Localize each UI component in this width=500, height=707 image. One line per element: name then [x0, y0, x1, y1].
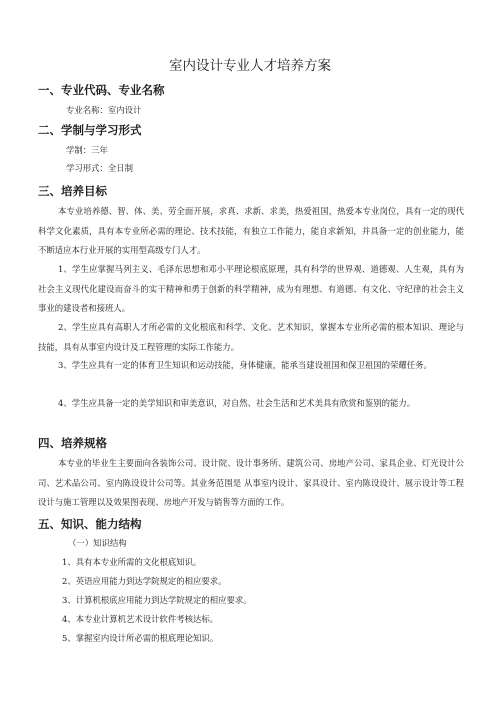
goal-intro-paragraph: 本专业培养德、智、体、美、劳全面开展，求真、求新、求美，热爱祖国，热爱本专业岗位，具有一定的现代科学文化素质，具有本专业所必需的理论、技术技能，有独立工作能力，能自求新知，并具备一定的创业能力，能不断适应本行业开展的实用型高级专门人才。: [38, 206, 464, 256]
goal-item-3: 3、学生应具有一定的体育卫生知识和运动技能，身体健康，能承当建设祖国和保卫祖国的荣耀任务。: [58, 360, 432, 370]
section-heading-4: 四、培养规格: [38, 436, 107, 450]
knowledge-subheading: （一）知识结构: [68, 538, 127, 548]
goal-item-2: 2、学生应具有高职人才所必需的文化根底和科学、文化、艺术知识，掌握本专业所必需的根本知识、理论与技能，具有从事室内设计及工程管理的实际工作能力。: [38, 322, 464, 352]
knowledge-item-5: 5、掌握室内设计所必需的根底理论知识。: [62, 633, 219, 643]
spec-paragraph: 本专业的毕业生主要面向各装饰公司、设计院、设计事务所、建筑公司、房地产公司、家具企业、灯光设计公司、艺术品公司、室内陈设设计公司等。其业务范围是 从事室内设计、家具设计、室内陈设设计、展示设计等工程设计与施工管理以及效果图表现、房地产开发与销售等方面的工作。: [38, 458, 464, 508]
knowledge-item-1: 1、具有本专业所需的文化根底知识。: [62, 557, 202, 567]
page-title: 室内设计专业人才培养方案: [169, 58, 331, 74]
section-heading-5: 五、知识、能力结构: [38, 517, 142, 531]
study-form-line: 学习形式：全日制: [66, 163, 133, 173]
knowledge-item-2: 2、英语应用能力到达学院规定的相应要求。: [62, 576, 227, 586]
duration-line: 学制：三年: [66, 145, 108, 155]
major-name-line: 专业名称：室内设计: [66, 105, 142, 115]
goal-item-4: 4、学生应具备一定的美学知识和审美意识，对自然、社会生活和艺术美具有欣赏和鉴别的能力。: [58, 398, 416, 408]
section-heading-1: 一、专业代码、专业名称: [38, 83, 165, 97]
section-heading-2: 二、学制与学习形式: [38, 123, 142, 137]
goal-item-1: 1、学生应掌握马列主义、毛泽东思想和邓小平理论根底原理，具有科学的世界观、道德观、人生观，具有为社会主义现代化建设而奋斗的实干精神和勇于创新的科学精神，成为有理想、有道德、有文化、守纪律的社会主义事业的建设者和接班人。: [38, 264, 464, 314]
knowledge-item-3: 3、计算机根底应用能力到达学院规定的相应要求。: [62, 595, 252, 605]
section-heading-3: 三、培养目标: [38, 184, 107, 198]
knowledge-item-4: 4、本专业计算机艺术设计软件考核达标。: [62, 614, 219, 624]
